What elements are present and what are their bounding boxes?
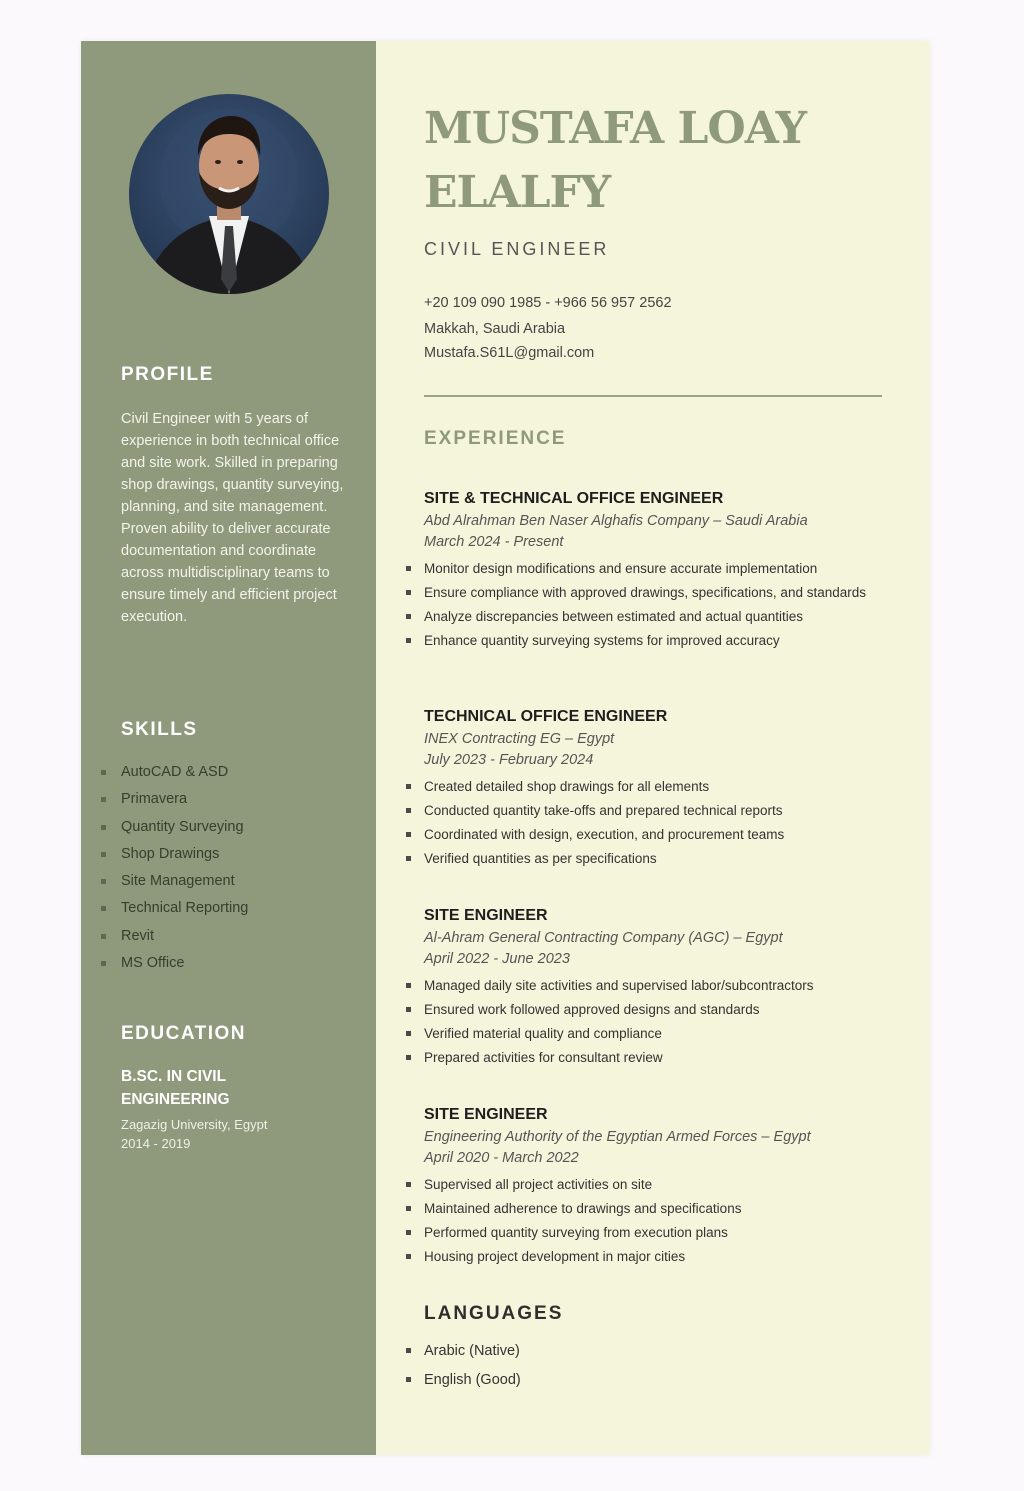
experience-entry [424,1103,894,1271]
contact-email: Mustafa.S61L@gmail.com [424,345,595,361]
job-duties [404,777,894,868]
duty-item: Coordinated with design, execution, and procurement teams [404,825,894,844]
profile-photo [129,94,329,294]
skill-item: Shop Drawings [101,844,351,871]
skill-item: Revit [101,926,351,953]
job-duties [404,976,894,1067]
main-content [376,41,930,1455]
skill-item: Primavera [101,789,351,816]
candidate-name: MUSTAFA LOAY ELALFY [424,103,807,218]
job-dates: April 2020 - March 2022 [424,1150,579,1166]
job-dates: July 2023 - February 2024 [424,752,594,768]
job-company: Engineering Authority of the Egyptian Armed Forces – Egypt [424,1129,811,1145]
job-title: SITE & TECHNICAL OFFICE ENGINEER [424,490,724,507]
skill-item: MS Office [101,953,351,980]
experience-heading: EXPERIENCE [424,428,567,449]
profile-heading: PROFILE [121,364,214,385]
duty-item: Conducted quantity take-offs and prepared technical reports [404,801,894,820]
education-years: 2014 - 2019 [121,1136,191,1151]
skills-heading: SKILLS [121,719,198,740]
job-title: TECHNICAL OFFICE ENGINEER [424,708,668,725]
header-divider [424,395,882,397]
duty-item: Verified material quality and compliance [404,1024,894,1043]
contact-location: Makkah, Saudi Arabia [424,321,566,337]
language-item: English (Good) [404,1370,521,1399]
duty-item: Monitor design modifications and ensure accurate implementation [404,559,894,578]
education-school: Zagazig University, Egypt [121,1117,268,1132]
duty-item: Performed quantity surveying from execution plans [404,1223,894,1242]
job-company: INEX Contracting EG – Egypt [424,731,615,747]
job-title: SITE ENGINEER [424,907,548,924]
job-dates: April 2022 - June 2023 [424,951,570,967]
job-company: Al-Ahram General Contracting Company (AGC) – Egypt [424,930,783,946]
job-duties [404,559,894,650]
duty-item: Verified quantities as per specifications [404,849,894,868]
skill-item: AutoCAD & ASD [101,762,351,789]
education-degree: B.SC. IN CIVIL ENGINEERING [121,1068,230,1108]
languages-list [404,1341,521,1398]
duty-item: Ensure compliance with approved drawings, specifications, and standards [404,583,894,602]
duty-item: Analyze discrepancies between estimated and actual quantities [404,607,894,626]
duty-item: Housing project development in major cities [404,1247,894,1266]
contact-phone: +20 109 090 1985 - +966 56 957 2562 [424,295,672,311]
education-heading: EDUCATION [121,1023,247,1044]
duty-item: Enhance quantity surveying systems for improved accuracy [404,631,894,650]
sidebar [81,41,376,1455]
duty-item: Maintained adherence to drawings and specifications [404,1199,894,1218]
experience-entry [424,705,894,873]
experience-entry [424,904,894,1072]
language-item: Arabic (Native) [404,1341,521,1370]
duty-item: Managed daily site activities and supervised labor/subcontractors [404,976,894,995]
job-company: Abd Alrahman Ben Naser Alghafis Company – Saudi Arabia [424,513,808,529]
skill-item: Technical Reporting [101,898,351,925]
skills-list [101,762,351,980]
skill-item: Site Management [101,871,351,898]
duty-item: Supervised all project activities on site [404,1175,894,1194]
experience-entry [424,487,894,655]
duty-item: Ensured work followed approved designs and standards [404,1000,894,1019]
job-title: SITE ENGINEER [424,1106,548,1123]
duty-item: Prepared activities for consultant review [404,1048,894,1067]
duty-item: Created detailed shop drawings for all elements [404,777,894,796]
languages-heading: LANGUAGES [424,1303,564,1324]
skill-item: Quantity Surveying [101,817,351,844]
profile-text: Civil Engineer with 5 years of experience in both technical office and site work. Skilled in preparing shop drawings, quantity surveying, planning, and site management. Proven ability to deliver accurate documentation and coordinate across multidisciplinary teams to ensure timely and efficient project execution. [121,411,344,625]
job-role: CIVIL ENGINEER [424,239,610,259]
job-duties [404,1175,894,1266]
job-dates: March 2024 - Present [424,534,564,550]
resume-page [81,41,930,1455]
